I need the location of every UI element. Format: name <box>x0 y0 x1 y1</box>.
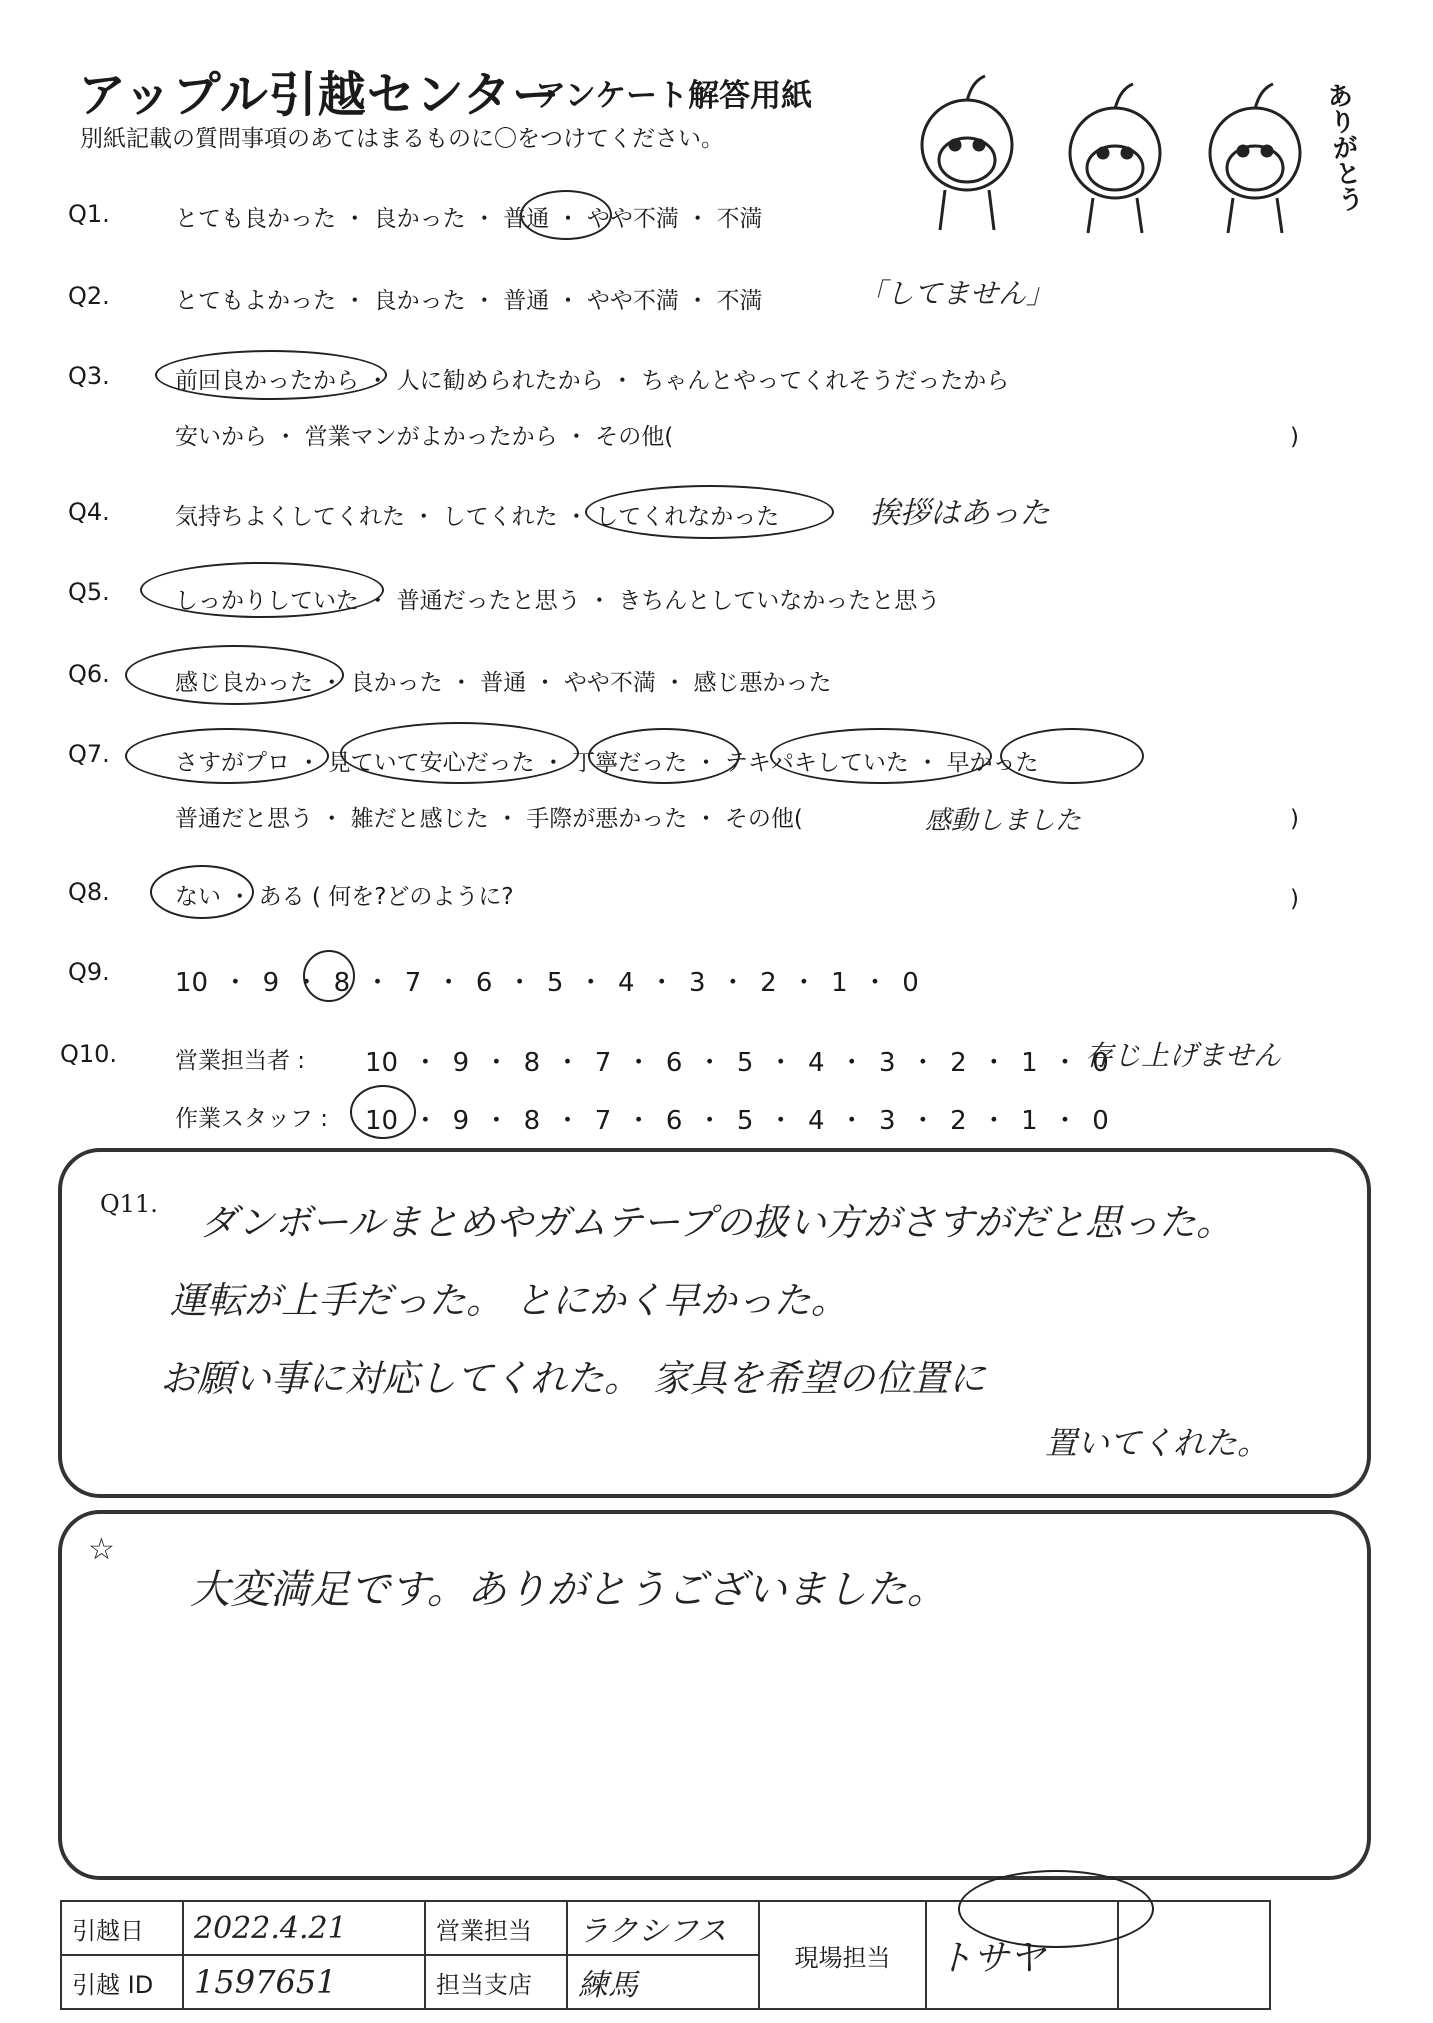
q8-label: Q8. <box>68 878 110 906</box>
q1-answer-circle <box>520 190 612 240</box>
q2-handwritten-note: 「してません」 <box>858 277 1055 310</box>
q10-sales-note: 存じ上げません <box>1085 1039 1282 1072</box>
q4-options: 気持ちよくしてくれた ・ してくれた ・ してくれなかった <box>175 504 780 530</box>
q9-label: Q9. <box>68 958 110 986</box>
mascot-illustration <box>905 65 1325 240</box>
q7-answer-circle-2 <box>340 722 579 784</box>
q8-options: ない ・ ある ( 何を?どのように? <box>175 884 514 910</box>
q9-answer-circle <box>303 950 355 1002</box>
q3-close-paren: ) <box>1290 424 1299 450</box>
q11-label: Q11. <box>100 1190 158 1218</box>
q10-sales-scale: 10 ・ 9 ・ 8 ・ 7 ・ 6 ・ 5 ・ 4 ・ 3 ・ 2 ・ 1 ・ 0 <box>365 1048 1109 1078</box>
q7-handwritten-note: 感動しました <box>925 806 1082 836</box>
q8-close-paren: ) <box>1290 886 1299 912</box>
q5-label: Q5. <box>68 578 110 606</box>
q7-options-line2: 普通だと思う ・ 雑だと感じた ・ 手際が悪かった ・ その他( <box>175 806 803 832</box>
q11-line-2: 運転が上手だった。 とにかく早かった。 <box>170 1279 848 1322</box>
q5-options: しっかりしていた ・ 普通だったと思う ・ きちんとしていなかったと思う <box>175 588 941 614</box>
q6-label: Q6. <box>68 660 110 688</box>
move-date-label: 引越日 <box>61 1901 183 1955</box>
q3-options-line2: 安いから ・ 営業マンがよかったから ・ その他( <box>175 424 674 450</box>
sales-label: 営業担当 <box>425 1901 567 1955</box>
site-label: 現場担当 <box>759 1901 926 2009</box>
q7-answer-circle-3 <box>588 728 740 784</box>
q4-label: Q4. <box>68 498 110 526</box>
q4-answer-circle <box>585 485 834 539</box>
q7-answer-circle-1 <box>125 728 329 784</box>
site-value-circle <box>958 1870 1154 1948</box>
q2-label: Q2. <box>68 282 110 310</box>
star-mark: ☆ <box>88 1532 115 1567</box>
q2-options: とてもよかった ・ 良かった ・ 普通 ・ やや不満 ・ 不満 <box>175 288 763 314</box>
q10-staff-answer-circle <box>350 1085 416 1139</box>
q10-sales-label: 営業担当者 : <box>175 1048 306 1074</box>
q1-label: Q1. <box>68 200 110 228</box>
q7-answer-circle-4 <box>770 728 992 784</box>
form-subtitle: アンケート解答用紙 <box>535 78 813 114</box>
q6-answer-circle <box>125 645 344 705</box>
thanks-caption: ありがとう <box>1321 80 1365 214</box>
company-title: アップル引越センター <box>78 67 561 123</box>
site-value: トサヤ <box>926 1901 1118 2009</box>
q7-label: Q7. <box>68 740 110 768</box>
q7-answer-circle-5 <box>1000 728 1144 784</box>
q5-answer-circle <box>140 562 384 618</box>
q3-answer-circle <box>155 350 387 400</box>
q6-options: 感じ良かった ・ 良かった ・ 普通 ・ やや不満 ・ 感じ悪かった <box>175 670 832 696</box>
instruction-text: 別紙記載の質問事項のあてはまるものに〇をつけてください。 <box>80 126 724 152</box>
move-id-value: 1597651 <box>183 1955 425 2009</box>
q7-close-paren: ) <box>1290 806 1299 832</box>
q11-line-4: 置いてくれた。 <box>1045 1424 1270 1462</box>
q10-staff-scale: 10 ・ 9 ・ 8 ・ 7 ・ 6 ・ 5 ・ 4 ・ 3 ・ 2 ・ 1 ・ 0 <box>365 1106 1109 1136</box>
q1-options: とても良かった ・ 良かった ・ 普通 ・ やや不満 ・ 不満 <box>175 206 763 232</box>
move-id-label: 引越 ID <box>61 1955 183 2009</box>
q8-answer-circle <box>150 865 254 919</box>
move-date-value: 2022.4.21 <box>183 1901 425 1955</box>
sales-value: ラクシフス <box>567 1901 759 1955</box>
q3-options-line1: 前回良かったから ・ 人に勧められたから ・ ちゃんとやってくれそうだったから <box>175 368 1010 394</box>
q11-line-1: ダンボールまとめやガムテープの扱い方がさすがだと思った。 <box>200 1201 1234 1244</box>
q3-label: Q3. <box>68 362 110 390</box>
q4-handwritten-note: 挨拶はあった <box>870 496 1050 531</box>
q11-line-3: お願い事に対応してくれた。 家具を希望の位置に <box>160 1357 986 1400</box>
free-comment-text: 大変満足です。ありがとうございました。 <box>190 1567 947 1613</box>
branch-label: 担当支店 <box>425 1955 567 2009</box>
q7-options-line1: さすがプロ ・ 見ていて安心だった ・ 丁寧だった ・ テキパキしていた ・ 早かった <box>175 750 1039 776</box>
q10-staff-label: 作業スタッフ : <box>175 1106 329 1132</box>
q10-label: Q10. <box>60 1040 118 1068</box>
q9-scale: 10 ・ 9 ・ 8 ・ 7 ・ 6 ・ 5 ・ 4 ・ 3 ・ 2 ・ 1 ・ 0 <box>175 968 919 998</box>
branch-value: 練馬 <box>567 1955 759 2009</box>
